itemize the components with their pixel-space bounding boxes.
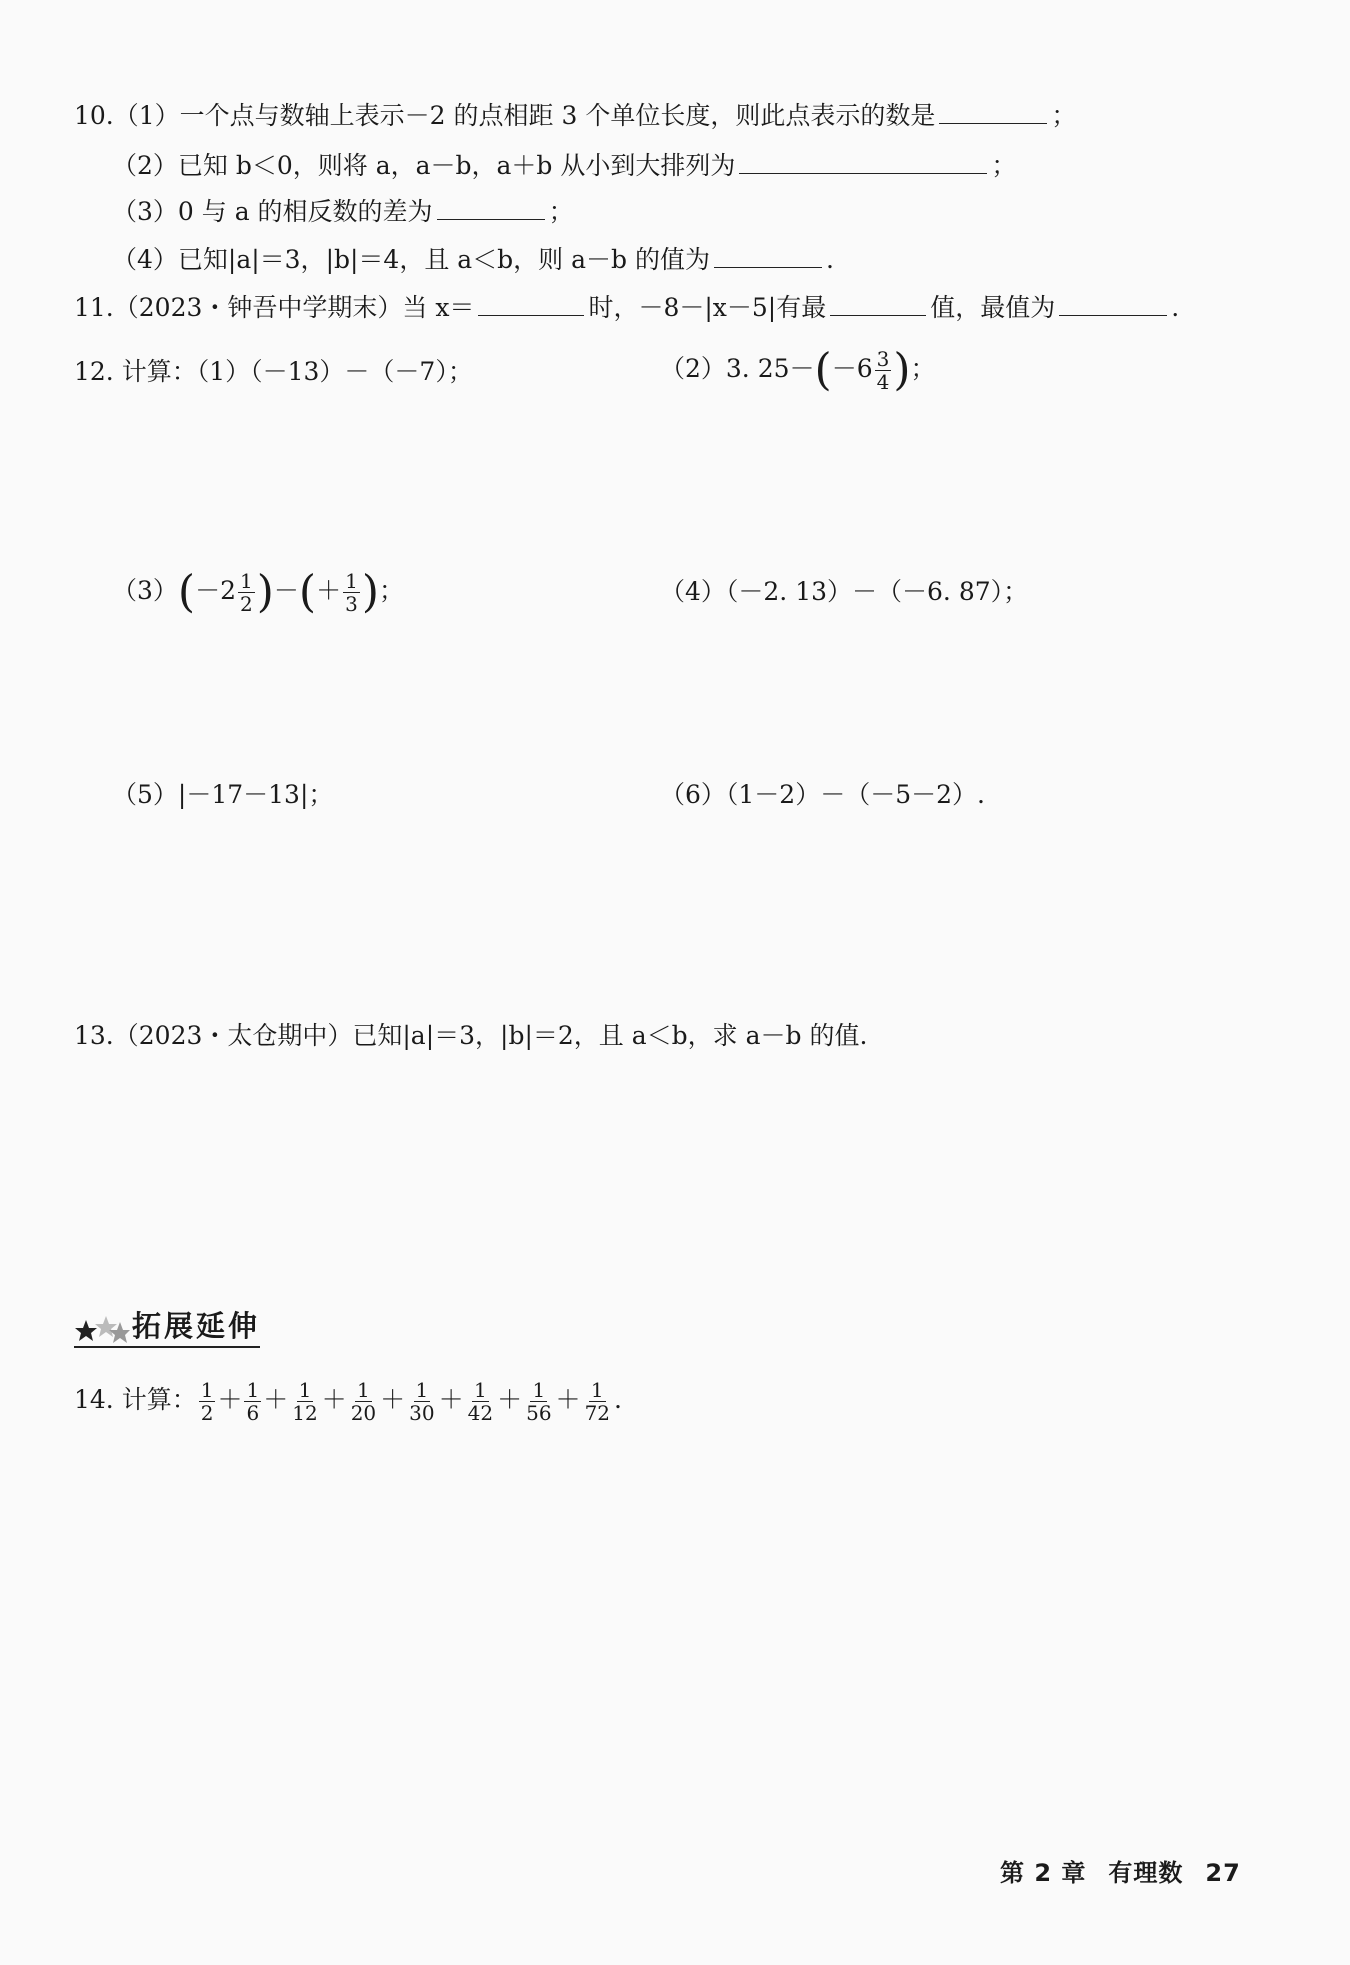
q10-part4-text: （4）已知|a|＝3，|b|＝4，且 a＜b，则 a－b 的值为 bbox=[112, 245, 710, 274]
q14-label: 14. 计算： bbox=[74, 1385, 197, 1414]
right-paren: ) bbox=[361, 566, 379, 618]
answer-blank[interactable] bbox=[830, 289, 926, 316]
q10-part3 bbox=[112, 192, 574, 232]
numerator: 1 bbox=[298, 1378, 312, 1402]
q10-part4 bbox=[112, 240, 834, 280]
fraction bbox=[349, 1379, 378, 1424]
q12-part6 bbox=[660, 775, 985, 815]
plus-sign: ＋ bbox=[321, 1385, 347, 1414]
q12-part2-pre: （2）3. 25－ bbox=[660, 354, 815, 383]
left-paren: ( bbox=[298, 566, 317, 618]
fraction bbox=[199, 1379, 216, 1424]
q11-text-a: 11.（2023・钟吾中学期末）当 x＝ bbox=[74, 293, 475, 322]
fraction bbox=[290, 1379, 319, 1424]
plus-sign: ＋ bbox=[217, 1385, 243, 1414]
denominator: 6 bbox=[246, 1401, 260, 1425]
numerator: 1 bbox=[473, 1378, 487, 1402]
q10-part4-end: . bbox=[825, 245, 834, 274]
fraction bbox=[343, 570, 360, 615]
q13-text: 13.（2023・太仓期中）已知|a|＝3，|b|＝2，且 a＜b，求 a－b 的值. bbox=[74, 1021, 868, 1050]
numerator: 1 bbox=[246, 1378, 260, 1402]
right-paren: ) bbox=[256, 566, 274, 618]
q14-end: . bbox=[614, 1385, 622, 1414]
answer-blank[interactable] bbox=[478, 289, 584, 316]
section-heading bbox=[74, 1304, 260, 1345]
q12-part3-pre: （3） bbox=[112, 576, 178, 605]
numerator: 1 bbox=[239, 569, 253, 593]
q10-part2-text: （2）已知 b＜0，则将 a，a－b，a＋b 从小到大排列为 bbox=[112, 151, 736, 180]
fraction bbox=[244, 1379, 261, 1424]
answer-blank[interactable] bbox=[714, 241, 822, 268]
fraction bbox=[466, 1379, 495, 1424]
q12-part6-text: （6）（1－2）－（－5－2）. bbox=[660, 780, 985, 809]
section-title: 拓展延伸 bbox=[74, 1309, 260, 1348]
denominator: 20 bbox=[350, 1401, 377, 1425]
minus-sign: － bbox=[273, 576, 299, 605]
q10-part3-text: （3）0 与 a 的相反数的差为 bbox=[112, 197, 433, 226]
answer-blank[interactable] bbox=[437, 193, 545, 220]
plus-sign: ＋ bbox=[438, 1385, 464, 1414]
page-number: 27 bbox=[1205, 1859, 1241, 1887]
numerator: 1 bbox=[415, 1378, 429, 1402]
q11 bbox=[74, 288, 1179, 328]
numerator: 1 bbox=[590, 1378, 604, 1402]
q13 bbox=[74, 1016, 867, 1056]
plus-sign: ＋ bbox=[555, 1385, 581, 1414]
denominator: 3 bbox=[345, 592, 358, 616]
stars-icon bbox=[74, 1314, 130, 1348]
q11-end: . bbox=[1171, 293, 1180, 322]
denominator: 30 bbox=[409, 1401, 435, 1425]
mixed-whole: －2 bbox=[195, 576, 236, 605]
plus-sign: ＋ bbox=[497, 1385, 523, 1414]
denominator: 12 bbox=[292, 1401, 318, 1425]
q12-part1 bbox=[74, 352, 473, 392]
denominator: 42 bbox=[467, 1401, 494, 1425]
numerator: 1 bbox=[200, 1378, 214, 1402]
q10-part3-end: ； bbox=[548, 197, 574, 226]
answer-blank[interactable] bbox=[1059, 289, 1167, 316]
fraction bbox=[583, 1379, 612, 1424]
q10-part1-end: ； bbox=[1051, 101, 1077, 130]
numerator: 1 bbox=[357, 1378, 370, 1402]
denominator: 2 bbox=[200, 1401, 214, 1425]
denominator: 72 bbox=[584, 1401, 611, 1425]
right-paren: ) bbox=[893, 344, 911, 396]
q12-part5 bbox=[112, 775, 333, 815]
chapter-title: 有理数 bbox=[1108, 1859, 1184, 1887]
q10-part1 bbox=[74, 96, 1076, 136]
numerator: 3 bbox=[876, 347, 890, 371]
q12-part4 bbox=[660, 572, 1028, 612]
chapter-label: 第 2 章 bbox=[1000, 1859, 1087, 1887]
fraction bbox=[524, 1379, 553, 1424]
numerator: 1 bbox=[532, 1378, 546, 1402]
left-paren: ( bbox=[177, 566, 196, 618]
plus-sign: ＋ bbox=[263, 1385, 289, 1414]
q12-part3 bbox=[112, 566, 405, 618]
q12-label: 12. 计算：（1）（－13）－（－7）； bbox=[74, 357, 473, 386]
answer-blank[interactable] bbox=[739, 147, 987, 174]
mixed-whole: －6 bbox=[831, 354, 873, 383]
q10-part2-end: ； bbox=[991, 151, 1017, 180]
q14 bbox=[74, 1375, 622, 1425]
q14-fraction-sum bbox=[197, 1378, 614, 1425]
q10-part2 bbox=[112, 146, 1016, 186]
numerator: 1 bbox=[345, 569, 358, 593]
q11-text-c: 值，最值为 bbox=[930, 293, 1056, 322]
plus-sign: ＋ bbox=[380, 1385, 406, 1414]
q12-part2 bbox=[660, 344, 936, 396]
fraction bbox=[238, 570, 255, 615]
q12-part5-text: （5）|－17－13|； bbox=[112, 780, 334, 809]
denominator: 4 bbox=[876, 370, 890, 394]
fraction bbox=[875, 348, 892, 393]
q12-part2-end: ； bbox=[910, 354, 936, 383]
q10-part1-text: 10.（1）一个点与数轴上表示－2 的点相距 3 个单位长度，则此点表示的数是 bbox=[74, 101, 936, 130]
q12-part3-end: ； bbox=[379, 576, 405, 605]
q12-part4-text: （4）（－2. 13）－（－6. 87）； bbox=[660, 577, 1029, 606]
denominator: 2 bbox=[239, 592, 253, 616]
fraction bbox=[407, 1379, 436, 1424]
page-footer bbox=[1000, 1853, 1241, 1888]
q11-text-b: 时，－8－|x－5|有最 bbox=[588, 293, 827, 322]
denominator: 56 bbox=[526, 1401, 552, 1425]
plus-sign: ＋ bbox=[316, 576, 342, 605]
left-paren: ( bbox=[814, 344, 832, 396]
answer-blank[interactable] bbox=[939, 97, 1047, 124]
